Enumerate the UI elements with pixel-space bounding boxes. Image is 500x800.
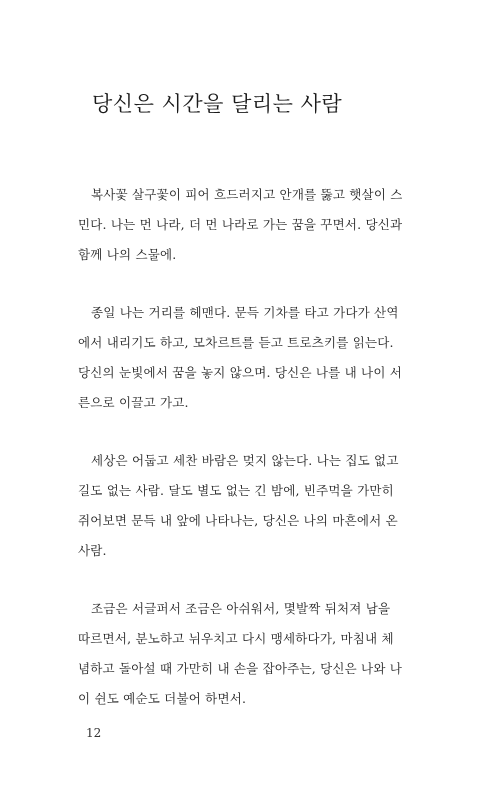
poem-body (78, 180, 428, 742)
text-line: 념하고 돌아설 때 가만히 내 손을 잡아주는, 당신은 나와 나 (78, 661, 403, 676)
text-line: 민다. 나는 먼 나라, 더 먼 나라로 가는 꿈을 꾸면서. 당신과 (78, 217, 403, 232)
paragraph-4 (78, 594, 428, 714)
page-title: 당신은 시간을 달리는 사람 (92, 92, 343, 116)
paragraph-2 (78, 298, 428, 418)
paragraph-1 (78, 180, 428, 270)
text-line: 이 쉰도 예순도 더불어 하면서. (78, 691, 247, 706)
text-line: 세상은 어둡고 세찬 바람은 멎지 않는다. 나는 집도 없고 (91, 453, 399, 468)
paragraph-3 (78, 446, 428, 566)
text-line: 에서 내리기도 하고, 모차르트를 듣고 트로츠키를 읽는다. (78, 335, 394, 350)
text-line: 쥐어보면 문득 내 앞에 나타나는, 당신은 나의 마흔에서 온 (78, 513, 398, 528)
text-line: 함께 나의 스물에. (78, 247, 177, 262)
text-line: 따르면서, 분노하고 뉘우치고 다시 맹세하다가, 마침내 체 (78, 631, 394, 646)
page-number: 12 (86, 726, 102, 740)
text-line: 조금은 서글퍼서 조금은 아쉬워서, 몇발짝 뒤처져 남을 (91, 601, 391, 616)
text-line: 길도 없는 사람. 달도 별도 없는 긴 밤에, 빈주먹을 가만히 (78, 483, 394, 498)
text-line: 른으로 이끌고 가고. (78, 395, 189, 410)
text-line: 종일 나는 거리를 헤맨다. 문득 기차를 타고 가다가 산역 (91, 305, 399, 320)
text-line: 사람. (78, 543, 107, 558)
text-line: 복사꽃 살구꽃이 피어 흐드러지고 안개를 뚫고 햇살이 스 (91, 187, 403, 202)
text-line: 당신의 눈빛에서 꿈을 놓지 않으며. 당신은 나를 내 나이 서 (78, 365, 403, 380)
